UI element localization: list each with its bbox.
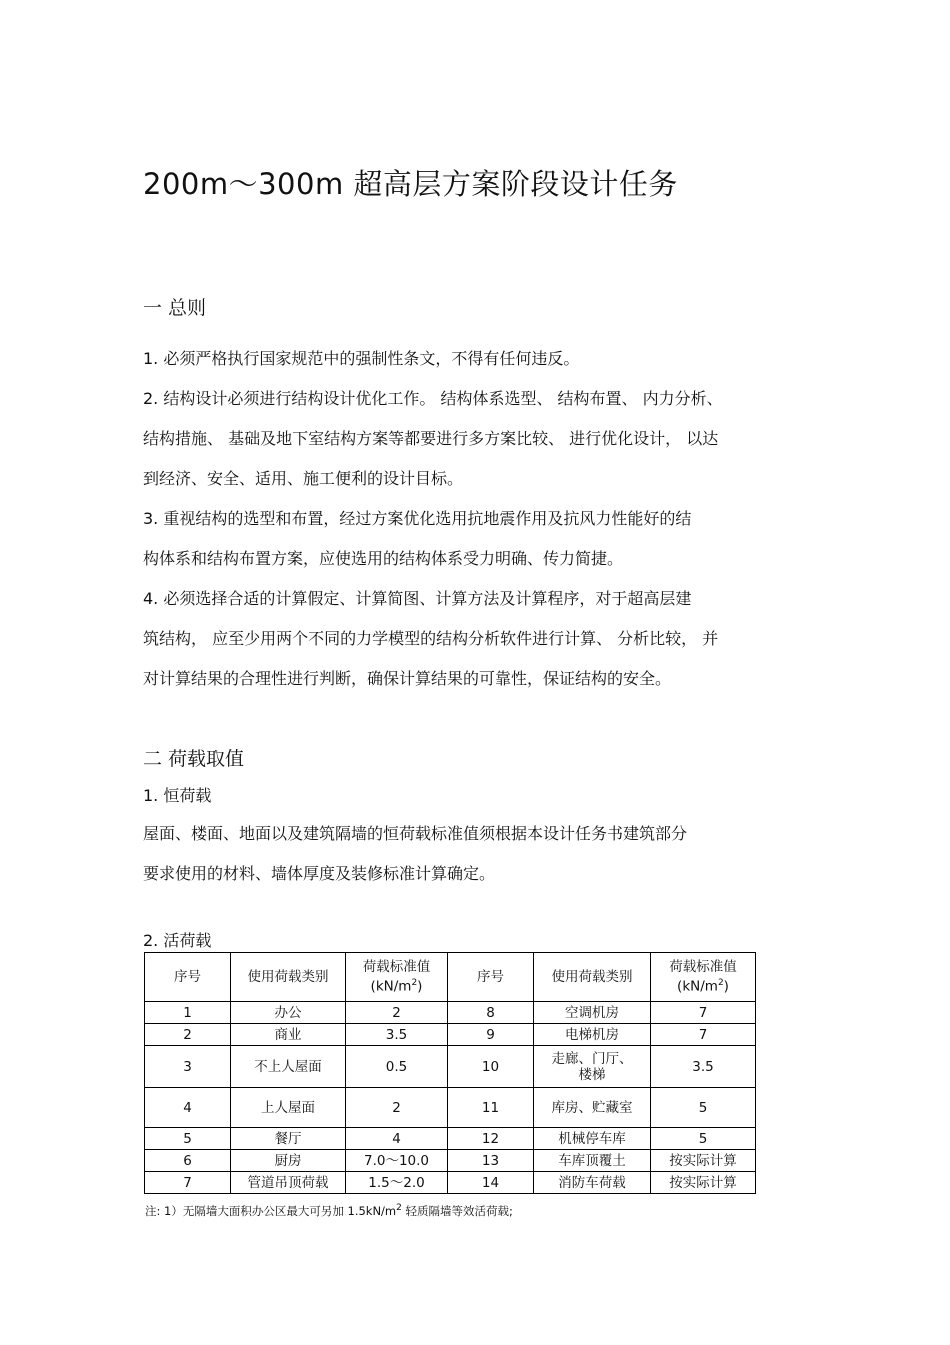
- paragraph-line: 3. 重视结构的选型和布置，经过方案优化选用抗地震作用及抗风力性能好的结: [143, 509, 692, 528]
- table-cell: 8: [448, 1002, 534, 1024]
- table-cell: 1: [145, 1002, 231, 1024]
- table-cell: 办公: [231, 1002, 346, 1024]
- table-cell: 按实际计算: [651, 1172, 756, 1194]
- table-row: [145, 1172, 756, 1194]
- live-load-table: [144, 952, 756, 1194]
- table-cell: 机械停车库: [534, 1128, 651, 1150]
- paragraph-line: 4. 必须选择合适的计算假定、计算简图、计算方法及计算程序，对于超高层建: [143, 589, 692, 608]
- cell-line: 楼梯: [578, 1066, 606, 1083]
- table-cell: [534, 1046, 651, 1088]
- section-heading-loads: 二 荷载取值: [143, 748, 245, 770]
- table-cell: 10: [448, 1046, 534, 1088]
- table-cell: 6: [145, 1150, 231, 1172]
- paragraph-line: 筑结构， 应至少用两个不同的力学模型的结构分析软件进行计算、 分析比较， 并: [143, 629, 719, 648]
- subheading-dead-load: 1. 恒荷载: [143, 786, 212, 805]
- page-title: 200m～300m 超高层方案阶段设计任务: [143, 167, 678, 201]
- header-unit: (kN/m: [370, 978, 412, 995]
- table-cell: 7: [651, 1024, 756, 1046]
- table-cell: 13: [448, 1150, 534, 1172]
- table-cell: 7: [145, 1172, 231, 1194]
- paragraph-line: 对计算结果的合理性进行判断，确保计算结果的可靠性，保证结构的安全。: [143, 669, 672, 688]
- table-cell: 商业: [231, 1024, 346, 1046]
- table-cell: 5: [651, 1128, 756, 1150]
- table-cell: 7.0～10.0: [346, 1150, 448, 1172]
- header-cell: [651, 953, 756, 1002]
- unit-superscript: 2: [717, 978, 724, 989]
- header-text: 荷载标准值: [669, 959, 737, 976]
- paragraph-line: 1. 必须严格执行国家规范中的强制性条文，不得有任何违反。: [143, 349, 580, 368]
- table-cell: 空调机房: [534, 1002, 651, 1024]
- table-row: [145, 1088, 756, 1128]
- header-cell: 序号: [448, 953, 534, 1002]
- table-cell: 7: [651, 1002, 756, 1024]
- table-row: [145, 1150, 756, 1172]
- table-cell: 4: [346, 1128, 448, 1150]
- table-cell: 2: [346, 1088, 448, 1128]
- table-cell: 电梯机房: [534, 1024, 651, 1046]
- table-cell: 3.5: [651, 1046, 756, 1088]
- subheading-live-load: 2. 活荷载: [143, 931, 212, 950]
- table-cell: 不上人屋面: [231, 1046, 346, 1088]
- cell-line: 走廊、门厅、: [551, 1050, 633, 1067]
- table-cell: 14: [448, 1172, 534, 1194]
- note-text-suffix: 轻质隔墙等效活荷载;: [401, 1204, 513, 1218]
- table-cell: 按实际计算: [651, 1150, 756, 1172]
- table-cell: 12: [448, 1128, 534, 1150]
- paragraph-line: 到经济、安全、适用、施工便利的设计目标。: [143, 469, 464, 488]
- paragraph-line: 要求使用的材料、墙体厚度及装修标准计算确定。: [143, 864, 496, 883]
- table-cell: 0.5: [346, 1046, 448, 1088]
- table-cell: 3.5: [346, 1024, 448, 1046]
- table-cell: 库房、贮藏室: [534, 1088, 651, 1128]
- table-cell: 2: [346, 1002, 448, 1024]
- header-cell: 使用荷载类别: [534, 953, 651, 1002]
- table-cell: 上人屋面: [231, 1088, 346, 1128]
- table-row: [145, 1024, 756, 1046]
- table-cell: 1.5～2.0: [346, 1172, 448, 1194]
- paragraph-line: 结构措施、 基础及地下室结构方案等都要进行多方案比较、 进行优化设计， 以达: [143, 429, 719, 448]
- table-cell: 管道吊顶荷载: [231, 1172, 346, 1194]
- header-cell: 使用荷载类别: [231, 953, 346, 1002]
- table-cell: 车库顶覆土: [534, 1150, 651, 1172]
- table-cell: 3: [145, 1046, 231, 1088]
- unit-superscript: 2: [411, 978, 418, 989]
- header-unit-close: ): [723, 978, 729, 995]
- table-note: [145, 1203, 513, 1219]
- header-cell: [346, 953, 448, 1002]
- section-heading-general: 一 总则: [143, 297, 207, 319]
- table-cell: 5: [651, 1088, 756, 1128]
- table-cell: 餐厅: [231, 1128, 346, 1150]
- header-unit-close: ): [417, 978, 423, 995]
- table-row: [145, 1002, 756, 1024]
- header-unit: (kN/m: [677, 978, 718, 995]
- note-text: 注: 1）无隔墙大面积办公区最大可另加 1.5kN/m: [145, 1204, 397, 1218]
- table-cell: 厨房: [231, 1150, 346, 1172]
- table-row: [145, 1128, 756, 1150]
- table-row: [145, 1046, 756, 1088]
- header-text: 荷载标准值: [362, 959, 431, 976]
- paragraph-line: 屋面、楼面、地面以及建筑隔墙的恒荷载标准值须根据本设计任务书建筑部分: [143, 824, 688, 843]
- header-cell: 序号: [145, 953, 231, 1002]
- table-cell: 5: [145, 1128, 231, 1150]
- table-cell: 9: [448, 1024, 534, 1046]
- table-cell: 11: [448, 1088, 534, 1128]
- note-superscript: 2: [396, 1203, 402, 1214]
- table-cell: 4: [145, 1088, 231, 1128]
- table-cell: 消防车荷载: [534, 1172, 651, 1194]
- table-cell: 2: [145, 1024, 231, 1046]
- paragraph-line: 2. 结构设计必须进行结构设计优化工作。 结构体系选型、 结构布置、 内力分析、: [143, 389, 723, 408]
- paragraph-line: 构体系和结构布置方案，应使选用的结构体系受力明确、传力简捷。: [143, 549, 624, 568]
- table-header-row: [145, 953, 756, 1002]
